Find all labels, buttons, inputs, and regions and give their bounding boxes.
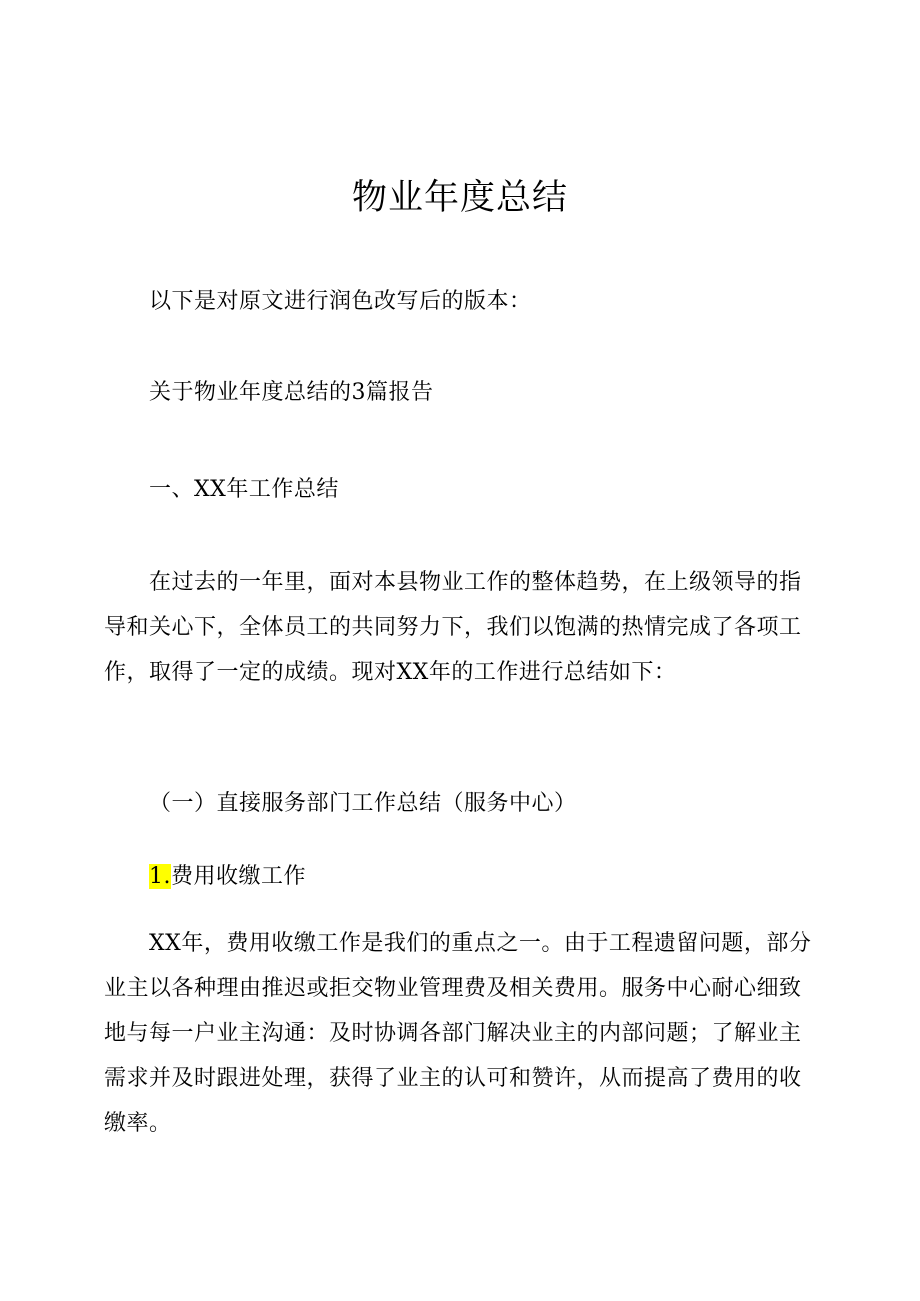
section1-heading: 一、XX年工作总结 — [149, 477, 339, 502]
intro-paragraph: 以下是对原文进行润色改写后的版本： — [149, 289, 532, 314]
document-title: 物业年度总结 — [351, 178, 568, 218]
section1-body-paragraph: 在过去的一年里，面对本县物业工作的整体趋势，在上级领导的指导和关心下，全体员工的共同努力下，我们以饱满的热情完成了各项工作，取得了一定的成绩。现对XX年的工作进行总结如下： — [104, 570, 802, 685]
item1-number-highlight: 1. — [149, 864, 171, 889]
item1-body-paragraph: XX年，费用收缴工作是我们的重点之一。由于工程遗留问题，部分业主以各种理由推迟或拒交物业管理费及相关费用。服务中心耐心细致地与每一户业主沟通：及时协调各部门解决业主的内部问题；了解业主需求并及时跟进处理，获得了业主的认可和赞许，从而提高了费用的收缴率。 — [104, 931, 812, 1136]
reports-heading: 关于物业年度总结的3篇报告 — [149, 380, 434, 405]
item1-heading — [104, 854, 820, 899]
item1-label: 费用收缴工作 — [171, 864, 307, 889]
subsection1-heading: （一）直接服务部门工作总结（服务中心） — [149, 791, 577, 816]
